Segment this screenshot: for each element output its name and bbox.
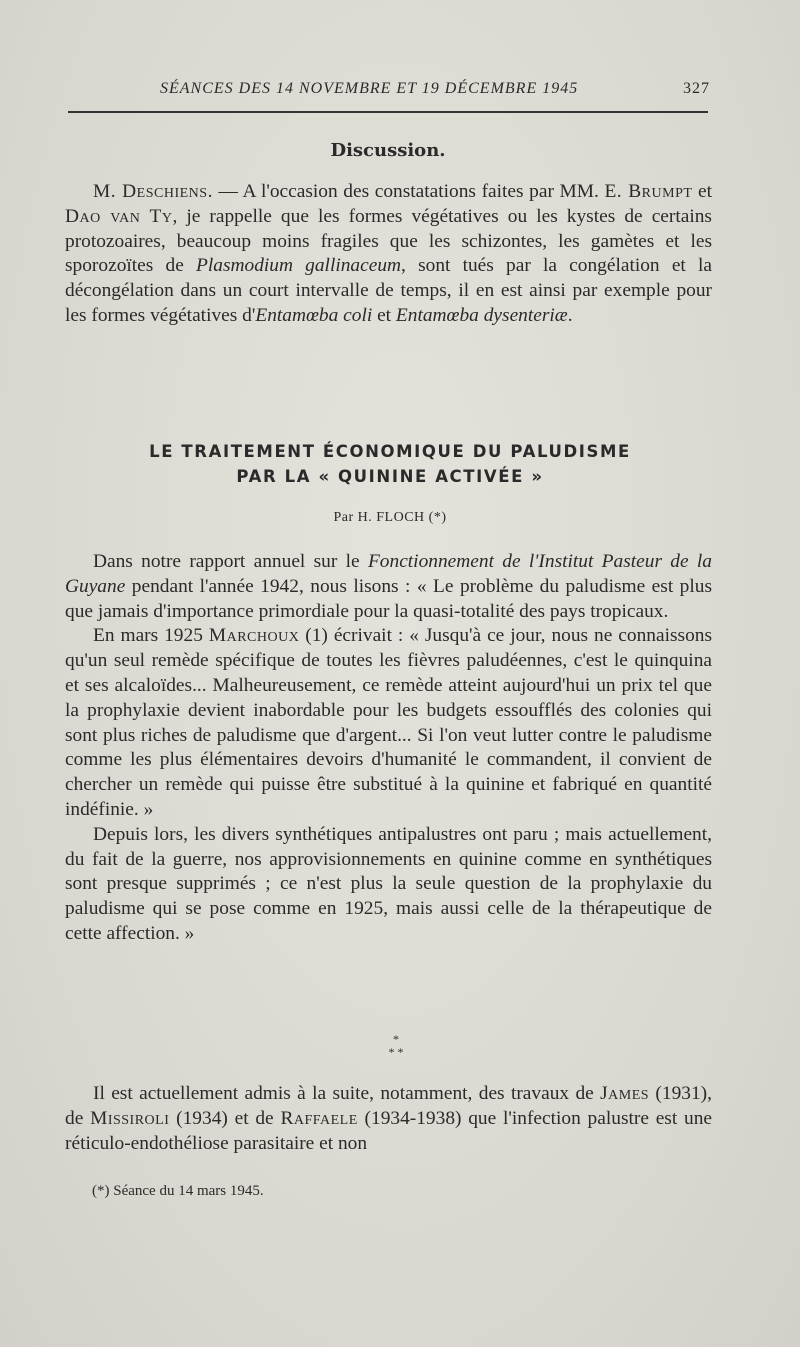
- article-title-line-2: PAR LA « QUININE ACTIVÉE »: [236, 467, 544, 486]
- author-name: James: [600, 1083, 650, 1104]
- taxon-name: Entamœba dysenteriæ: [395, 304, 568, 326]
- taxon-name: Plasmodium gallinaceum: [196, 255, 402, 277]
- running-title: SÉANCES DES 14 NOVEMBRE ET 19 DÉCEMBRE 1945: [160, 80, 579, 97]
- article-body: [65, 550, 712, 947]
- footnote: (*) Séance du 14 mars 1945.: [92, 1183, 264, 1199]
- author-name: E. Brumpt: [604, 181, 693, 202]
- asterism-bottom: * *: [388, 1045, 404, 1059]
- paragraph: Dans notre rapport annuel sur le Fonctionnement de l'Institut Pasteur de la Guyane pendant l'année 1942, nous lisons : « Le problème du paludisme est plus que jamais d'importance primordiale pour la quasi-totalité des pays tropicaux.: [65, 551, 713, 622]
- paragraph: Il est actuellement admis à la suite, notamment, des travaux de James (1931), de Missiroli (1934) et de Raffaele (1934-1938) que l'infection palustre est une réticulo-endothéliose parasitaire et non: [65, 1083, 712, 1154]
- author-name: Raffaele: [280, 1107, 358, 1129]
- discussion-title: Discussion.: [330, 140, 446, 161]
- page-number: 327: [683, 80, 710, 97]
- paragraph: En mars 1925 Marchoux (1) écrivait : « Jusqu'à ce jour, nous ne connaissons qu'un seul remède spécifique de toutes les fièvres paludéennes, c'est le quinquina et ses alcaloïdes... Malheureusement, ce remède atteint aujourd'hui un prix tel que la prophylaxie devient inabordable pour les budgets essoufflés des colonies qui sont plus riches de paludisme que d'argent... Si l'on veut lutter contre le paludisme comme les plus élémentaires devoirs d'humanité le commandent, il convient de chercher un remède qui puisse être substitué à la quinine et fabriqué en quantité indéfinie. »: [65, 625, 713, 820]
- paragraph: Depuis lors, les divers synthétiques antipalustres ont paru ; mais actuellement, du fait de la guerre, nos approvisionnements en quinine comme en synthétiques sont presque supprimés ; ce n'est plus la seule question de la prophylaxie du paludisme qui se pose comme en 1925, mais aussi celle de la thérapeutique de cette affection. »: [65, 823, 712, 944]
- speaker-name: M. Deschiens.: [93, 181, 213, 202]
- taxon-name: Entamœba coli: [255, 304, 373, 326]
- header-rule: [68, 111, 708, 113]
- author-name: Marchoux: [208, 625, 300, 647]
- publication-title: Fonctionnement de l'Institut Pasteur de la Guyane: [65, 551, 713, 597]
- byline: Par H. FLOCH (*): [333, 510, 447, 525]
- asterism-top: *: [393, 1032, 399, 1046]
- article-body-continued: [65, 1082, 712, 1156]
- author-name: Missiroli: [90, 1107, 170, 1129]
- article-title-line-1: LE TRAITEMENT ÉCONOMIQUE DU PALUDISME: [149, 442, 631, 461]
- running-head: [0, 80, 800, 104]
- discussion-paragraph: M. Deschiens. — A l'occasion des constatations faites par MM. E. Brumpt et Dao van Ty, je rappelle que les formes végétatives ou les kystes de certains protozoaires, beaucoup moins fragiles que les schizontes, les gamètes et les sporozoïtes de Plasmodium gallinaceum, sont tués par la congélation et la décongélation dans un court intervalle de temps, il en est ainsi par exemple pour les formes végétatives d'Entamœba coli et Entamœba dysenteriæ.: [65, 181, 713, 326]
- author-name: Dao van Ty: [65, 205, 173, 227]
